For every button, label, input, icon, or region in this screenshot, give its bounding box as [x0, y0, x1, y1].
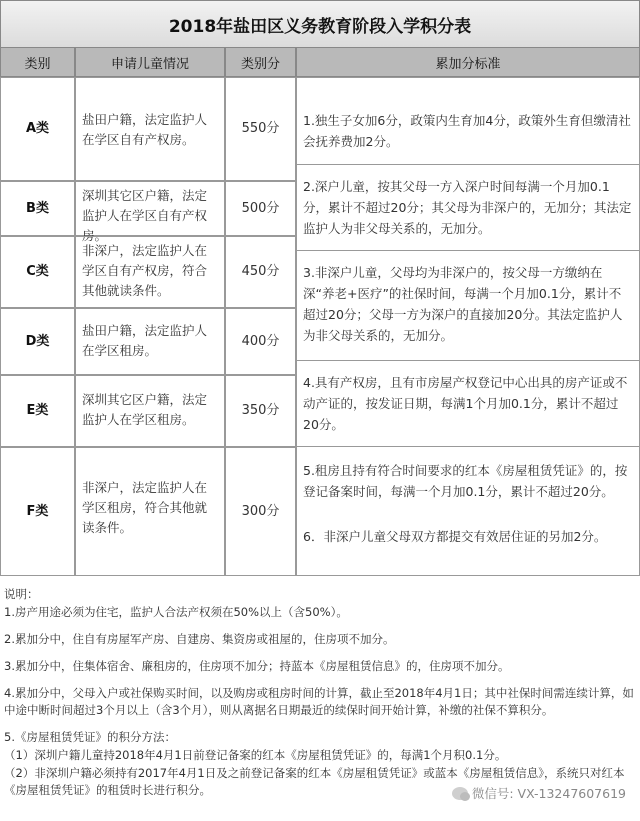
- row-b-category: B类: [0, 181, 75, 236]
- standard-item: 5.租房且持有符合时间要求的红本《房屋租赁凭证》的，按登记备案时间，每满一个月加0.1分，累计不超过20分。: [303, 463, 628, 499]
- row-f-score: 300分: [225, 447, 296, 576]
- header-category-score: 类别分: [225, 47, 296, 77]
- standard-item: 6．非深户儿童父母双方都提交有效居住证的另加2分。: [303, 529, 607, 544]
- row-d-category: D类: [0, 308, 75, 375]
- notes-label: 说明：: [4, 587, 39, 601]
- row-a-category: A类: [0, 77, 75, 181]
- standard-divider: [297, 250, 639, 251]
- row-b-score: 500分: [225, 181, 296, 236]
- notes-section: [4, 586, 634, 800]
- header-category: 类别: [0, 47, 75, 77]
- header-child-situation: 申请儿童情况: [75, 47, 225, 77]
- note-item: 1.房产用途必须为住宅，监护人合法产权须在50%以上（含50%）。: [4, 605, 348, 619]
- wechat-icon: [452, 787, 468, 800]
- note-item: （2）非深圳户籍必须持有2017年4月1日及之前登记备案的红本《房屋租赁凭证》或蓝本《房屋租赁信息》，系统只对红本《房屋租赁凭证》的租赁时长进行积分。: [4, 766, 625, 797]
- standard-item: 4.具有产权房，且有市房屋产权登记中心出具的房产证或不动产证的，按发证日期，每满1个月加0.1分，累计不超过20分。: [303, 375, 628, 432]
- page-title: 2018年盐田区义务教育阶段入学积分表: [0, 0, 640, 48]
- row-c-category: C类: [0, 236, 75, 308]
- row-f-description: 非深户，法定监护人在学区租房，符合其他就读条件。: [75, 447, 225, 576]
- standard-divider: [297, 446, 639, 447]
- bonus-standards-column: [296, 77, 640, 576]
- standard-item: 3.非深户儿童，父母均为非深户的，按父母一方缴纳在深“养老+医疗”的社保时间，每满一个月加0.1分，累计不超过20分；父母一方为深户的直接加20分。其法定监护人为非父母关系的，无加分。: [303, 265, 623, 343]
- row-d-description: 盐田户籍，法定监护人在学区租房。: [75, 308, 225, 375]
- header-bonus-standard: 累加分标准: [296, 47, 640, 77]
- standard-item: 1.独生子女加6分，政策内生育加4分，政策外生育但缴清社会抚养费加2分。: [303, 113, 631, 149]
- note-item: 3.累加分中，住集体宿舍、廉租房的，住房项不加分；持蓝本《房屋租赁信息》的，住房项不加分。: [4, 659, 510, 673]
- row-a-score: 550分: [225, 77, 296, 181]
- row-e-category: E类: [0, 375, 75, 447]
- note-item: 2.累加分中，住自有房屋军产房、自建房、集资房或祖屋的，住房项不加分。: [4, 632, 395, 646]
- row-b-description: 深圳其它区户籍，法定监护人在学区自有产权房。: [75, 181, 225, 236]
- note-item: 5.《房屋租赁凭证》的积分方法：: [4, 730, 176, 744]
- standard-item: 2.深户儿童，按其父母一方入深户时间每满一个月加0.1分，累计不超过20分；其父母为非深户的，无加分；其法定监护人为非父母关系的，无加分。: [303, 179, 632, 236]
- row-d-score: 400分: [225, 308, 296, 375]
- watermark: [452, 784, 626, 802]
- note-item: 4.累加分中，父母入户或社保购买时间，以及购房或租房时间的计算，截止至2018年4月1日；其中社保时间需连续计算，如中途中断时间超过3个月以上（含3个月），则从离据名日期最近的续保时间开始计算，补缴的社保不算积分。: [4, 686, 634, 717]
- note-item: （1）深圳户籍儿童持2018年4月1日前登记备案的红本《房屋租赁凭证》的，每满1个月积0.1分。: [4, 748, 507, 762]
- row-f-category: F类: [0, 447, 75, 576]
- watermark-text: 微信号: VX-13247607619: [471, 786, 626, 801]
- standard-divider: [297, 360, 639, 361]
- row-e-score: 350分: [225, 375, 296, 447]
- row-e-description: 深圳其它区户籍，法定监护人在学区租房。: [75, 375, 225, 447]
- standard-divider: [297, 164, 639, 165]
- row-c-score: 450分: [225, 236, 296, 308]
- row-a-description: 盐田户籍，法定监护人在学区自有产权房。: [75, 77, 225, 181]
- row-c-description: 非深户，法定监护人在学区自有产权房，符合其他就读条件。: [75, 236, 225, 308]
